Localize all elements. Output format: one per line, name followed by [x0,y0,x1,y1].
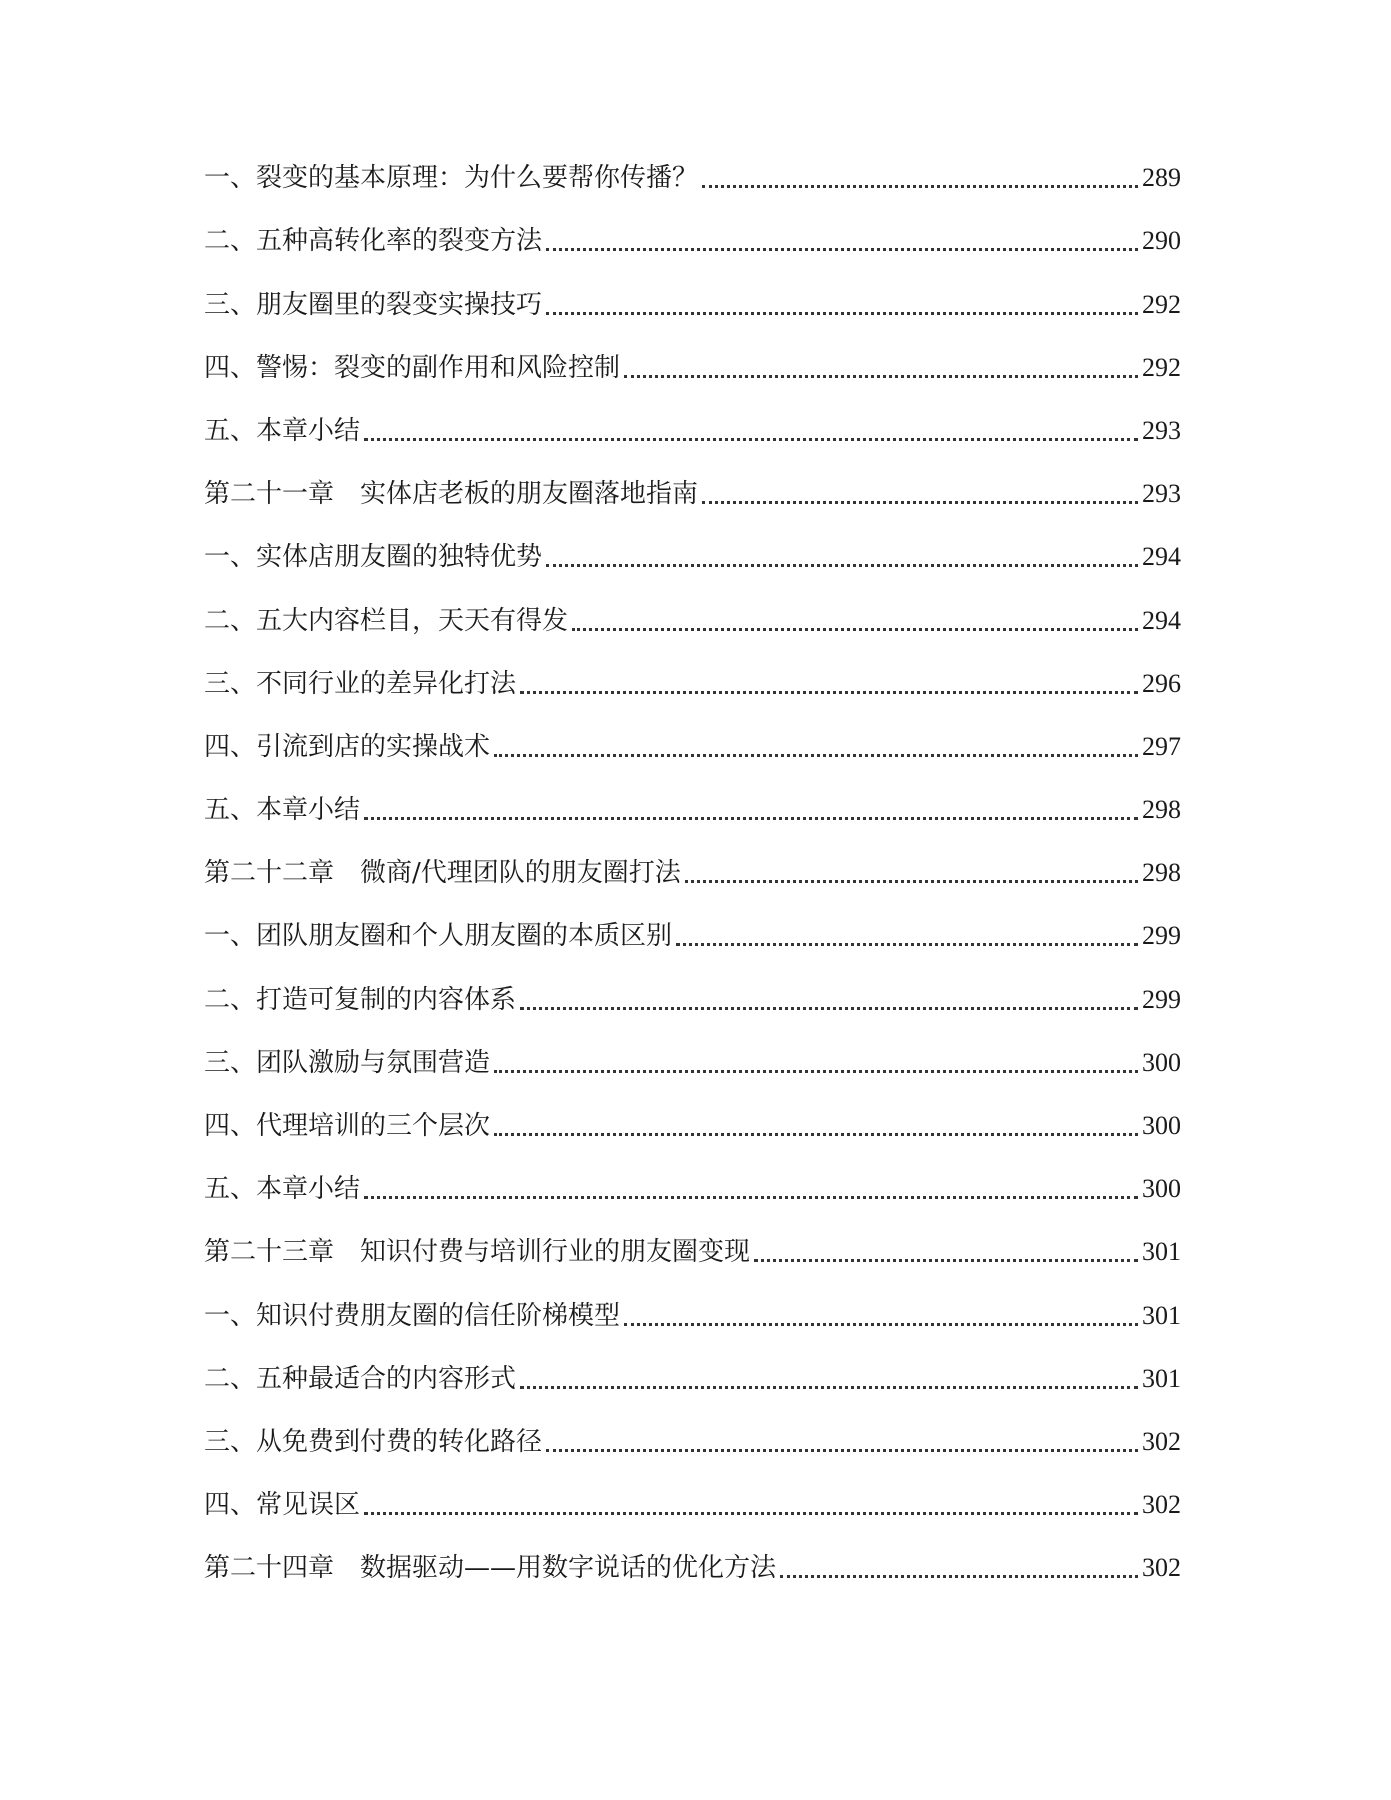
dot-leader [546,564,1138,567]
toc-entry-title: 三、不同行业的差异化打法 [204,668,517,699]
dot-leader [520,1007,1138,1010]
dot-leader [364,1196,1138,1199]
dot-leader [520,691,1138,694]
toc-entry-page: 294 [1142,605,1181,635]
toc-entry-title: 二、五种最适合的内容形式 [204,1363,517,1394]
dot-leader [754,1259,1138,1262]
toc-entry-page: 292 [1142,352,1181,382]
table-of-contents [204,148,1181,1601]
dot-leader [494,1133,1138,1136]
dot-leader [676,943,1138,946]
toc-entry-page: 297 [1142,731,1181,761]
dot-leader [364,1512,1138,1515]
toc-entry-page: 289 [1142,163,1181,193]
toc-entry[interactable] [204,527,1181,590]
toc-entry-page: 300 [1142,1174,1181,1204]
toc-entry-title: 三、从免费到付费的转化路径 [204,1426,543,1457]
toc-entry-page: 293 [1142,415,1181,445]
toc-entry-title: 四、常见误区 [204,1490,361,1521]
dot-leader [494,754,1138,757]
toc-entry[interactable] [204,969,1181,1032]
dot-leader [624,1323,1138,1326]
dot-leader [685,880,1138,883]
toc-entry-page: 298 [1142,858,1181,888]
toc-entry[interactable] [204,1096,1181,1159]
toc-entry-page: 292 [1142,289,1181,319]
toc-entry-page: 302 [1142,1553,1181,1583]
dot-leader [364,817,1138,820]
dot-leader [546,312,1138,315]
toc-entry-title: 四、警惕：裂变的副作用和风险控制 [204,352,621,383]
toc-entry-title: 五、本章小结 [204,795,361,826]
dot-leader [702,501,1138,504]
toc-entry[interactable] [204,148,1181,211]
toc-entry-title: 二、打造可复制的内容体系 [204,984,517,1015]
toc-chapter-entry[interactable] [204,464,1181,527]
toc-entry-page: 300 [1142,1047,1181,1077]
toc-entry-page: 300 [1142,1111,1181,1140]
toc-entry-page: 293 [1142,479,1181,509]
toc-entry-page: 296 [1142,668,1181,698]
toc-entry-title: 第二十三章 知识付费与培训行业的朋友圈变现 [204,1237,751,1268]
dot-leader [546,248,1138,251]
toc-entry-page: 299 [1142,921,1181,951]
toc-chapter-entry[interactable] [204,1538,1181,1601]
toc-entry[interactable] [204,906,1181,969]
toc-entry-page: 290 [1142,226,1181,256]
toc-entry-title: 三、朋友圈里的裂变实操技巧 [204,289,543,320]
toc-entry[interactable] [204,1349,1181,1412]
toc-entry[interactable] [204,1285,1181,1348]
toc-entry-page: 299 [1142,984,1181,1014]
toc-entry[interactable] [204,401,1181,464]
toc-entry[interactable] [204,1475,1181,1538]
toc-entry[interactable] [204,780,1181,843]
toc-entry[interactable] [204,590,1181,653]
dot-leader [546,1449,1138,1452]
toc-entry[interactable] [204,211,1181,274]
toc-entry-title: 五、本章小结 [204,415,361,446]
toc-entry-page: 294 [1142,542,1181,572]
toc-entry-page: 302 [1142,1490,1181,1520]
toc-entry-title: 一、团队朋友圈和个人朋友圈的本质区别 [204,921,673,952]
toc-entry-title: 二、五大内容栏目，天天有得发 [204,605,569,636]
toc-entry[interactable] [204,654,1181,717]
toc-entry[interactable] [204,1159,1181,1222]
dot-leader [624,375,1138,378]
toc-entry-page: 301 [1142,1363,1181,1393]
toc-entry[interactable] [204,274,1181,337]
toc-entry-page: 298 [1142,795,1181,825]
toc-entry-title: 五、本章小结 [204,1174,361,1205]
toc-entry-title: 一、知识付费朋友圈的信任阶梯模型 [204,1300,621,1331]
dot-leader [494,1070,1138,1073]
toc-entry[interactable] [204,1033,1181,1096]
toc-entry-title: 二、五种高转化率的裂变方法 [204,226,543,257]
toc-entry[interactable] [204,1412,1181,1475]
toc-chapter-entry[interactable] [204,843,1181,906]
toc-entry-page: 301 [1142,1237,1181,1267]
toc-entry-title: 第二十二章 微商/代理团队的朋友圈打法 [204,858,681,889]
toc-entry-title: 四、代理培训的三个层次 [204,1111,491,1141]
toc-entry-title: 一、实体店朋友圈的独特优势 [204,542,543,573]
toc-entry-title: 第二十一章 实体店老板的朋友圈落地指南 [204,479,699,510]
toc-entry[interactable] [204,338,1181,401]
dot-leader [572,628,1138,631]
toc-entry-title: 四、引流到店的实操战术 [204,731,491,762]
toc-entry[interactable] [204,717,1181,780]
toc-entry-title: 三、团队激励与氛围营造 [204,1047,491,1078]
dot-leader [780,1575,1138,1578]
dot-leader [702,185,1138,188]
dot-leader [520,1386,1138,1389]
toc-entry-title: 一、裂变的基本原理：为什么要帮你传播？ [204,163,699,194]
toc-entry-page: 302 [1142,1426,1181,1456]
toc-chapter-entry[interactable] [204,1222,1181,1285]
toc-entry-title: 第二十四章 数据驱动——用数字说话的优化方法 [204,1553,777,1584]
dot-leader [364,438,1138,441]
toc-entry-page: 301 [1142,1300,1181,1330]
